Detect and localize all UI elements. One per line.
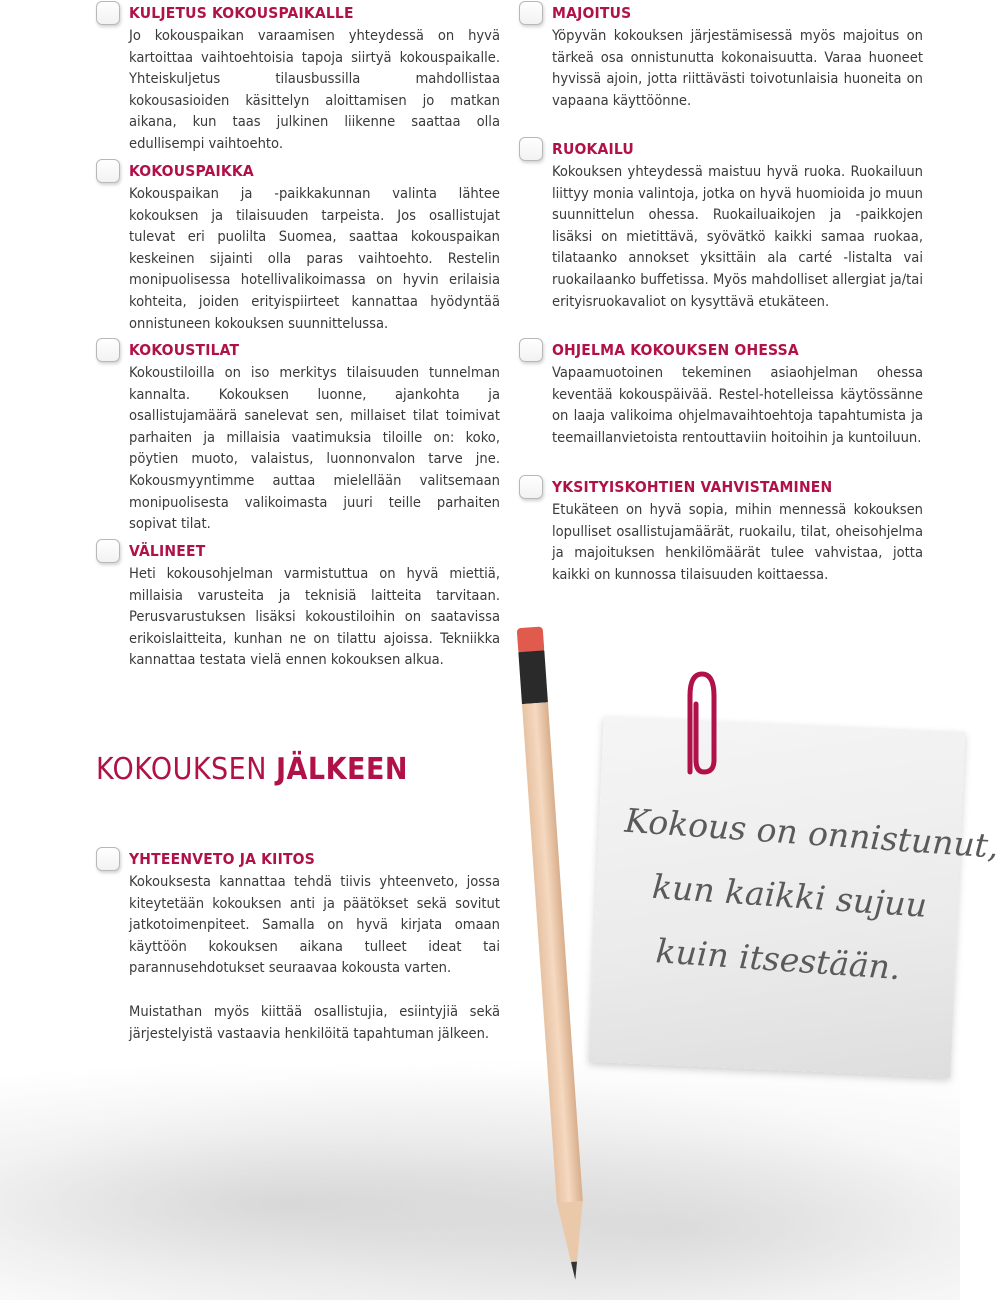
section-title: YHTEENVETO JA KIITOS xyxy=(129,850,315,868)
section-body: Kokouksesta kannattaa tehdä tiivis yhteenveto, jossa kiteytetään kokouksen anti ja päätökset sekä sovitut jatkotoimenpiteet. Samalla on hyvä kirjata omaan käyttöön kokouksen aikana tulleet ideat tai parannusehdotukset seuraavaa kokousta varten. xyxy=(129,873,500,977)
section-body: Kokoustiloilla on iso merkitys tilaisuuden tunnelman kannalta. Kokouksen luonne, ajankohta ja osallistujamäärä sanelevat sen, millaiset tilat toimivat parhaiten ja millaisia vaatimuksia tiloille on: koko, pöytien muoto, valaistus, luonnonvalon tarve jne. Kokousmyyntimme auttaa mielellään valitsemaan monipuolisesta valikoimasta juuri teille parhaiten sopivat tilat. xyxy=(129,364,500,533)
section-body: Jo kokouspaikan varaamisen yhteydessä on hyvä kartoittaa vaihtoehtoisia tapoja siirtyä kokouspaikalle. Yhteiskuljetus tilausbussilla mahdollistaa kokousasioiden käsittelyn aloittamisen jo matkan aikana, kun taas julkinen liikenne saattaa olla edullisempi vaihtoehto. xyxy=(129,27,500,152)
section-title: KOKOUSPAIKKA xyxy=(129,162,254,180)
page-heading xyxy=(96,752,408,787)
checkbox-icon[interactable] xyxy=(519,338,543,362)
grey-brush-stroke xyxy=(0,1060,960,1300)
section-title: MAJOITUS xyxy=(552,4,632,22)
section-body: Kokouspaikan ja -paikkakunnan valinta lähtee kokouksen ja tilaisuuden tarpeista. Jos osallistujat tulevat eri puolilta Suomea, saattaa kokouspaikan keskeinen sijainti olla paras vaihtoehto. Restelin monipuolisessa hotellivalikoimassa on hyvin erilaisia kohteita, joiden erityispiirteet kannattaa hyödyntää onnistuneen kokouksen suunnittelussa. xyxy=(129,185,500,332)
checkbox-icon[interactable] xyxy=(96,159,120,183)
section-body: Yöpyvän kokouksen järjestämisessä myös majoitus on tärkeä osa onnistunutta kokonaisuutta. Varaa huoneet hyvissä ajoin, jotta riittävästi toivotunlaisia huoneita on vapaana käyttöönne. xyxy=(552,27,923,109)
note-line: kuin itsestään. xyxy=(654,931,902,988)
section-body: Kokouksen yhteydessä maistuu hyvä ruoka. Ruokailuun liittyy monia valintoja, jotka on hyvä huomioida jo muun suunnittelun ohessa. Ruokailuaikojen ja -paikkojen lisäksi on mietittävä, syövätkö kaikki samaa ruokaa, tilataanko annokset yksittäin ala carté -listalta vai ruokailaanko buffetissa. Myös mahdolliset allergiat ja/tai erityisruokavaliot on kysyttävä etukäteen. xyxy=(552,163,923,310)
section-title: RUOKAILU xyxy=(552,140,634,158)
section-body: Etukäteen on hyvä sopia, mihin mennessä kokouksen lopulliset osallistujamäärät, ruokailu, tilat, oheisohjelma ja majoituksen henkilömäärät tulee vahvistaa, jotta kaikki on kunnossa tilaisuuden koittaessa. xyxy=(552,501,923,583)
section-body: Heti kokousohjelman varmistuttua on hyvä miettiä, millaisia varusteita ja teknisiä laitteita tarvitaan. Perusvarustuksen lisäksi kokoustiloihin on saatavissa erikoislaitteita, kunhan ne on tilattu ajoissa. Tekniikka kannattaa testata vielä ennen kokouksen alkua. xyxy=(129,565,500,669)
checkbox-icon[interactable] xyxy=(96,847,120,871)
section-body: Vapaamuotoinen tekeminen asiaohjelman ohessa keventää kokouspäivää. Restel-hotelleissa käytössänne on laaja valikoima ohjelmavaihtoehtoja tapahtumista ja teemaillanvietoista rentouttaviin hoitoihin ja kuntoiluun. xyxy=(552,364,923,446)
section-ohjelma xyxy=(552,341,923,448)
section-vahvistaminen xyxy=(552,478,923,585)
section-yhteenveto xyxy=(129,850,500,1044)
section-body-extra: Muistathan myös kiittää osallistujia, esiintyjiä sekä järjestelyistä vastaavia henkilöitä tapahtuman jälkeen. xyxy=(129,1002,500,1042)
pencil-icon xyxy=(520,620,660,1300)
checkbox-icon[interactable] xyxy=(96,338,120,362)
heading-light: KOKOUKSEN xyxy=(96,752,276,787)
section-title: OHJELMA KOKOUKSEN OHESSA xyxy=(552,341,799,359)
heading-bold: JÄLKEEN xyxy=(276,752,409,787)
section-ruokailu xyxy=(552,140,923,312)
paperclip-icon xyxy=(668,668,728,778)
checkbox-icon[interactable] xyxy=(96,1,120,25)
checkbox-icon[interactable] xyxy=(519,1,543,25)
checkbox-icon[interactable] xyxy=(519,137,543,161)
note-line: kun kaikki sujuu xyxy=(650,866,929,925)
section-valineet xyxy=(129,542,500,671)
section-kokouspaikka xyxy=(129,162,500,334)
note-handwriting xyxy=(614,789,1000,1004)
section-majoitus xyxy=(552,4,923,111)
section-title: YKSITYISKOHTIEN VAHVISTAMINEN xyxy=(552,478,833,496)
note-line: Kokous on onnistunut, xyxy=(623,800,1000,866)
section-kuljetus xyxy=(129,4,500,155)
section-kokoustilat xyxy=(129,341,500,535)
section-title: VÄLINEET xyxy=(129,542,206,560)
section-title: KULJETUS KOKOUSPAIKALLE xyxy=(129,4,354,22)
checkbox-icon[interactable] xyxy=(96,539,120,563)
checkbox-icon[interactable] xyxy=(519,475,543,499)
section-title: KOKOUSTILAT xyxy=(129,341,240,359)
